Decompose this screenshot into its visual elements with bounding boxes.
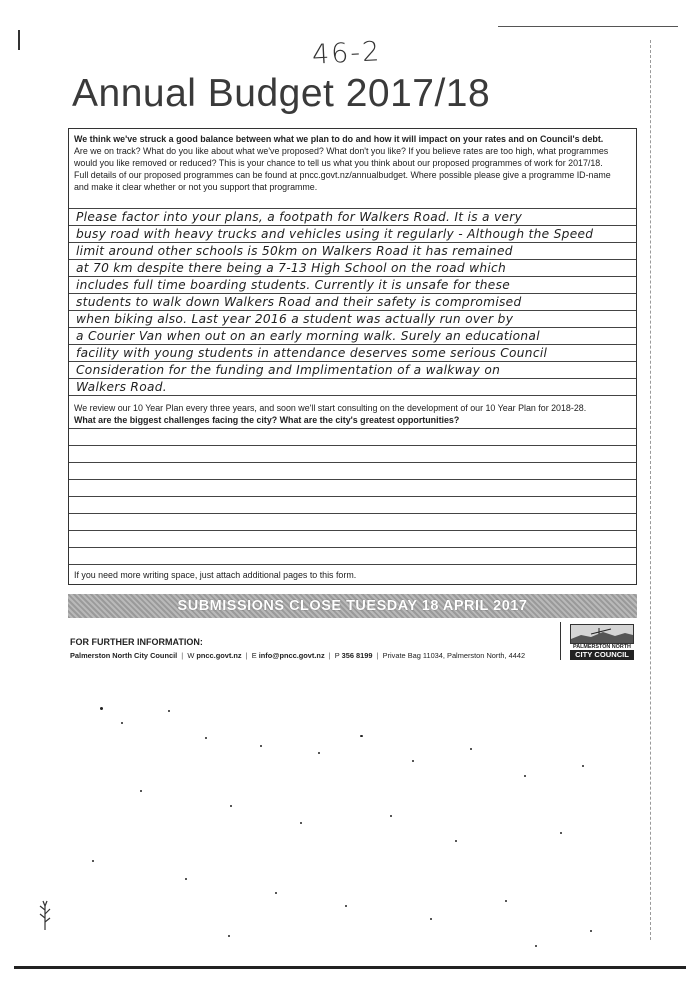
scan-speckle (168, 710, 170, 712)
intro-line-3: would you like removed or reduced? This is your chance to tell us what you think about our proposed programmes of work for 2017/18. (74, 158, 603, 168)
writing-line (69, 564, 636, 565)
scan-speckle (390, 815, 392, 817)
writing-line (69, 208, 636, 209)
phone-number: 356 8199 (341, 651, 373, 660)
writing-line (69, 225, 636, 226)
writing-line (69, 259, 636, 260)
writing-line (69, 378, 636, 379)
writing-line (69, 327, 636, 328)
writing-line (69, 513, 636, 514)
handwritten-line-8: a Courier Van when out on an early morning walk. Surely an educational (76, 329, 540, 343)
scan-speckle (121, 722, 123, 724)
email-address: info@pncc.govt.nz (258, 651, 325, 660)
handwritten-line-2: busy road with heavy trucks and vehicles using it regularly - Although the Speed (76, 227, 594, 241)
logo-line-1: PALMERSTON NORTH (573, 644, 631, 650)
scan-speckle (560, 832, 562, 834)
handwritten-line-9: facility with young students in attendance deserves some serious Council (76, 346, 548, 360)
scan-speckle (318, 752, 320, 754)
scan-speckle (205, 737, 207, 739)
scan-speckle (360, 735, 363, 737)
scan-speckle (412, 760, 414, 762)
scan-speckle (230, 805, 232, 807)
email-label: E (251, 651, 257, 660)
further-info-heading: FOR FURTHER INFORMATION: (70, 637, 203, 647)
scan-top-rule (498, 26, 678, 27)
handwritten-line-5: includes full time boarding students. Currently it is unsafe for these (76, 278, 511, 292)
writing-line (69, 547, 636, 548)
writing-line (69, 344, 636, 345)
handwritten-line-4: at 70 km despite there being a 7-13 High School on the road which (76, 261, 507, 275)
contact-details: Palmerston North City Council | W pncc.govt.nz | E info@pncc.govt.nz | P 356 8199 | Private Bag 11034, Palmerston North, 4442 (70, 651, 526, 660)
scan-speckle (228, 935, 230, 937)
handwritten-line-6: students to walk down Walkers Road and their safety is compromised (76, 295, 522, 309)
scan-speckle (92, 860, 94, 862)
writing-line (69, 530, 636, 531)
postal-address: Private Bag 11034, Palmerston North, 4442 (382, 651, 526, 660)
intro-line-2: Are we on track? What do you like about what we've proposed? What don't you like? If you believe rates are too high, what programmes (74, 146, 609, 156)
handwritten-line-3: limit around other schools is 50km on Walkers Road it has remained (76, 244, 513, 258)
council-name: Palmerston North City Council (70, 651, 178, 660)
ten-year-question: What are the biggest challenges facing the city? What are the city's greatest opportunities? (74, 415, 460, 425)
scan-right-dashed-edge (650, 40, 651, 940)
scan-speckle (535, 945, 537, 947)
writing-line (69, 242, 636, 243)
scan-speckle (300, 822, 302, 824)
scan-speckle (100, 707, 103, 710)
phone-label: P (334, 651, 340, 660)
handwritten-line-11: Walkers Road. (76, 380, 167, 394)
writing-line (69, 276, 636, 277)
writing-line (69, 428, 636, 429)
handwritten-line-1: Please factor into your plans, a footpath for Walkers Road. It is a very (76, 210, 523, 224)
handwritten-reference-number: 46-2 (311, 36, 383, 71)
scan-speckle (185, 878, 187, 880)
scan-speckle (260, 745, 262, 747)
extra-space-note: If you need more writing space, just attach additional pages to this form. (74, 570, 357, 580)
scan-smudge-icon (38, 900, 52, 930)
web-address: pncc.govt.nz (196, 651, 242, 660)
scan-speckle (590, 930, 592, 932)
handwritten-line-10: Consideration for the funding and Implimentation of a walkway on (76, 363, 501, 377)
intro-text (74, 133, 634, 193)
scan-speckle (430, 918, 432, 920)
scan-speckle (140, 790, 142, 792)
banner-text: SUBMISSIONS CLOSE TUESDAY 18 APRIL 2017 (177, 598, 528, 614)
writing-line (69, 479, 636, 480)
intro-line-4: Full details of our proposed programmes can be found at pncc.govt.nz/annualbudget. Where possible please give a programme ID-name (74, 170, 611, 180)
scan-left-mark (18, 30, 20, 50)
intro-line-1: We think we've struck a good balance between what we plan to do and how it will impact on your rates and on Council's debt. (74, 134, 604, 144)
submissions-close-banner (68, 594, 637, 618)
page-title: Annual Budget 2017/18 (72, 72, 491, 115)
logo-emblem-icon (570, 624, 634, 644)
scan-speckle (455, 840, 457, 842)
web-label: W (187, 651, 195, 660)
writing-line (69, 496, 636, 497)
scan-speckle (470, 748, 472, 750)
logo-line-2: CITY COUNCIL (570, 650, 634, 660)
writing-line (69, 395, 636, 396)
handwritten-line-7: when biking also. Last year 2016 a student was actually run over by (76, 312, 514, 326)
scan-speckle (582, 765, 584, 767)
scan-speckle (505, 900, 507, 902)
ten-year-plan-text: We review our 10 Year Plan every three years, and soon we'll start consulting on the development of our 10 Year Plan for 2018-28. (74, 403, 587, 413)
intro-line-5: and make it clear whether or not you support that programme. (74, 182, 318, 192)
council-logo (560, 622, 634, 662)
writing-line (69, 293, 636, 294)
scan-bottom-edge (14, 966, 686, 969)
writing-line (69, 445, 636, 446)
writing-line (69, 462, 636, 463)
writing-line (69, 361, 636, 362)
scan-speckle (345, 905, 347, 907)
scan-speckle (524, 775, 526, 777)
writing-line (69, 310, 636, 311)
scan-speckle (275, 892, 277, 894)
